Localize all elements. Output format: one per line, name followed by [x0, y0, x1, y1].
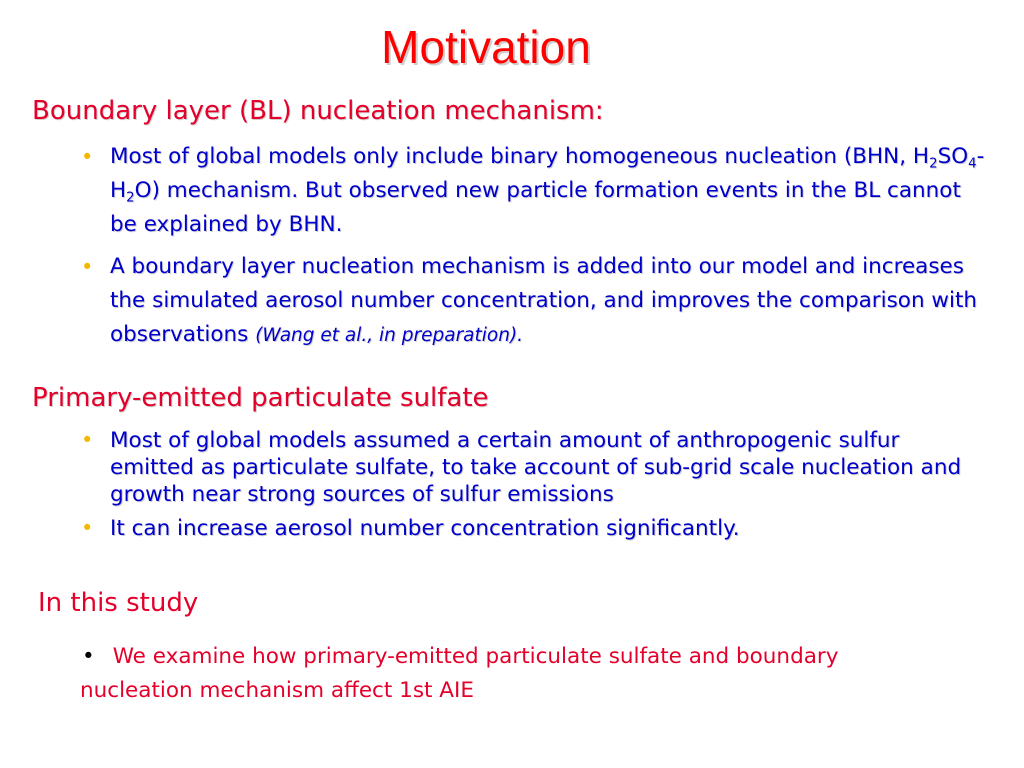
citation: (Wang et al., in preparation).: [255, 325, 524, 346]
study-bullet: [80, 640, 880, 708]
bullet-text: It can increase aerosol number concentration significantly.: [110, 516, 740, 541]
bullet-dot-icon: •: [81, 145, 94, 169]
slide-title: Motivation: [381, 21, 591, 73]
bullet-dot-icon: •: [81, 428, 94, 452]
bullet-item: [81, 250, 990, 353]
section-heading-primary-sulfate: Primary-emitted particulate sulfate: [32, 383, 489, 413]
section-heading-this-study: In this study: [38, 588, 199, 618]
bullet-dot-icon: •: [81, 516, 94, 540]
bullet-text: Most of global models only include binary homogeneous nucleation (BHN, $H_2SO_4-H_2O$) mechanism. But observed new particle formation events in the BL cannot be explained by BHN.: [110, 144, 985, 237]
bullet-item: [81, 427, 990, 508]
section-heading-bl-nucleation: Boundary layer (BL) nucleation mechanism:: [32, 96, 604, 126]
bullet-item: [81, 140, 990, 242]
bullet-text: We examine how primary-emitted particulate sulfate and boundary nucleation mechanism affect 1st AIE: [80, 644, 839, 703]
bullet-text: A boundary layer nucleation mechanism is added into our model and increases the simulated aerosol number concentration, and improves the comparison with observations (Wang et al., in preparation).: [110, 254, 978, 347]
bullet-dot-icon: •: [81, 255, 94, 279]
bullet-dot-icon: •: [82, 644, 95, 669]
bullet-text: Most of global models assumed a certain amount of anthropogenic sulfur emitted as particulate sulfate, to take account of sub-grid scale nucleation and growth near strong sources of sulfur emissions: [110, 428, 962, 507]
bullet-item: [81, 515, 990, 542]
